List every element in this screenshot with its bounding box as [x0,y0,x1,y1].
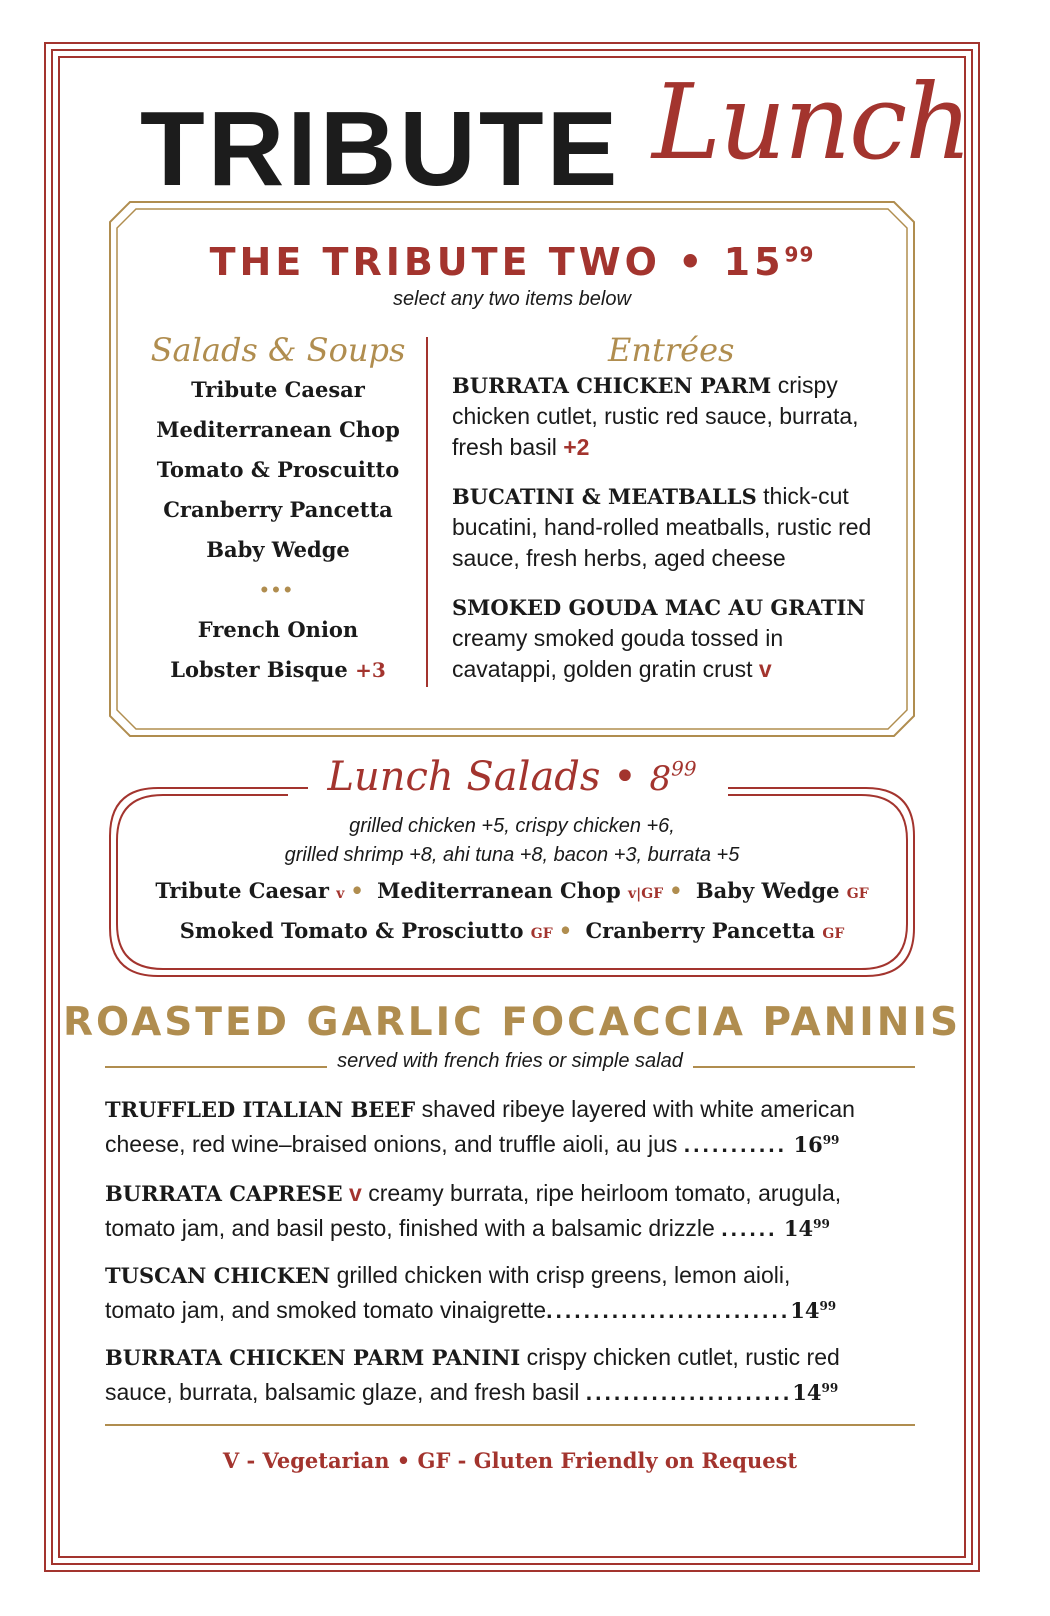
panini-item: TUSCAN CHICKEN grilled chicken with crisp greens, lemon aioli, tomato jam, and smoked tomato vinaigrette..........................14$^{99}$ [105,1262,837,1323]
lunch-salads-row-2: Smoked Tomato & Prosciutto GF • Cranberry Pancetta GF [179,918,845,943]
salads-soups-heading: Salads & Soups [150,331,406,369]
upcharge: +2 [563,434,590,460]
lunch-salads-price: 8 [649,759,672,799]
panini-item: BURRATA CHICKEN PARM PANINI crispy chicken cutlet, rustic red sauce, burrata, balsamic glaze, and fresh basil ......................14$^{99}$ [105,1344,840,1405]
salad-item: Mediterranean Chop [156,417,400,442]
panini-price: $14^{99}$ [783,1216,830,1241]
salad-item: Baby Wedge [206,537,350,562]
entree-item: SMOKED GOUDA MAC AU GRATIN creamy smoked gouda tossed in cavatappi, golden gratin crust v [452,595,866,682]
upcharge: +3 [355,658,386,682]
title-lunch: Lunch [652,61,971,183]
entree-item: BUCATINI & MEATBALLS thick-cut bucatini, hand-rolled meatballs, rustic red sauce, fresh herbs, aged cheese [452,483,872,571]
vegetarian-tag: v [758,656,772,682]
salad-item: Tomato & Proscuitto [156,457,400,482]
lunch-salads-row-1: Tribute Caesar v • Mediterranean Chop v|GF • Baby Wedge GF [155,878,869,903]
entrees-column [452,330,892,703]
panini-price: $16^{99}$ [793,1132,840,1157]
salad-soup-separator: ••• [260,577,296,602]
salads-soups-column [128,330,428,690]
tribute-two-subtitle: select any two items below [393,288,631,310]
paninis-title: ROASTED GARLIC FOCACCIA PANINIS [62,1000,962,1045]
paninis-subtitle: served with french fries or simple salad [327,1050,693,1072]
lunch-salads-section [108,750,916,978]
salad-item: Tribute Caesar [191,377,365,402]
panini-item: TRUFFLED ITALIAN BEEF shaved ribeye layered with white american cheese, red wine–braised onions, and truffle aioli, au jus ........... $16^{99}$ [105,1096,855,1157]
soup-item: Lobster Bisque +3 [170,657,386,682]
tribute-two-title: THE TRIBUTE TWO • $15^{99}$ [209,240,815,284]
salad-item: Cranberry Pancetta [163,497,393,522]
panini-price: $14^{99}$ [792,1380,839,1405]
entree-item: BURRATA CHICKEN PARM crispy chicken cutlet, rustic red sauce, burrata, fresh basil +2 [452,372,859,460]
vegetarian-tag: v [349,1180,362,1206]
panini-price: $14^{99}$ [790,1298,837,1323]
title-tribute: TRIBUTE [140,90,621,208]
dietary-legend: V - Vegetarian • GF - Gluten Friendly on Request [222,1448,798,1473]
entrees-heading: Entrées [608,331,735,369]
footer-rule [105,1424,915,1426]
paninis-subtitle-row [105,1050,915,1080]
column-divider [426,337,428,687]
lunch-salads-addons: grilled chicken +5, crispy chicken +6, grilled shrimp +8, ahi tuna +8, bacon +3, burrata +5 [284,815,740,866]
tribute-two-price-cents: 99 [784,242,815,267]
panini-item: BURRATA CAPRESE v creamy burrata, ripe heirloom tomato, arugula, tomato jam, and basil pesto, finished with a balsamic drizzle ...... $14^{99}$ [105,1180,842,1241]
menu-header [0,61,1050,208]
tribute-two-section [108,200,916,738]
lunch-salads-title: Lunch Salads • $8^{99}$ [327,754,697,800]
soup-item: French Onion [197,617,359,642]
